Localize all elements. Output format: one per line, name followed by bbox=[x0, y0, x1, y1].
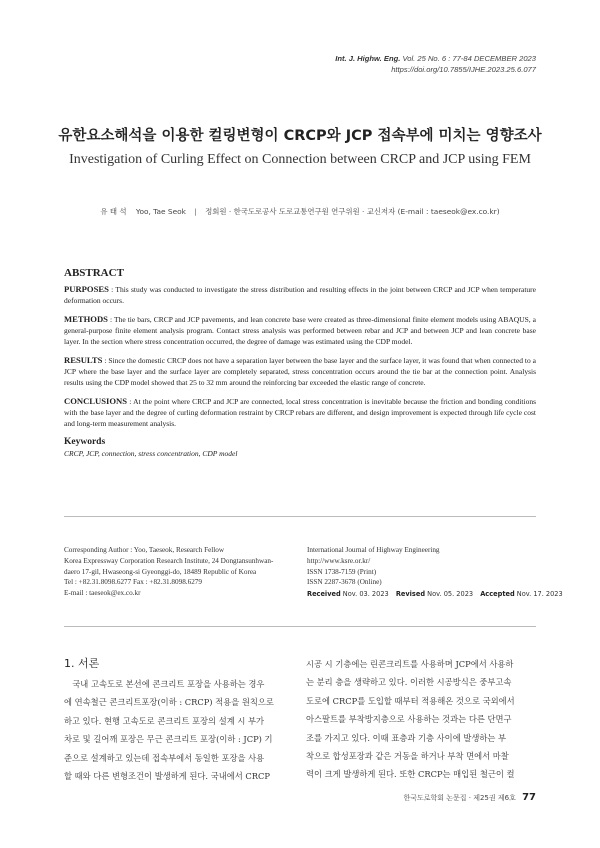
body-column-right bbox=[306, 655, 536, 784]
body-line: 착으로 합성포장과 같은 거동을 하거나 부착 면에서 마찰 bbox=[306, 751, 509, 762]
methods-label: METHODS bbox=[64, 314, 108, 324]
corr-line: Corresponding Author : Yoo, Taeseok, Research Fellow bbox=[64, 546, 225, 554]
jinfo-line: ISSN 1738-7159 (Print) bbox=[307, 567, 377, 576]
page-footer bbox=[403, 792, 536, 803]
title-english: Investigation of Curling Effect on Connection between CRCP and JCP using FEM bbox=[69, 152, 531, 167]
jinfo-line: International Journal of Highway Engineering bbox=[307, 546, 440, 554]
accepted-label: Accepted bbox=[480, 590, 515, 599]
corr-line: Korea Expressway Corporation Research Institute, 24 Dongtansunhwan- bbox=[64, 556, 274, 565]
keywords-text: CRCP, JCP, connection, stress concentration, CDP model bbox=[64, 449, 238, 458]
body-line: 할 때와 다른 변형조건이 발생하게 된다. 국내에서 CRCP bbox=[64, 771, 270, 782]
journal-volume: Vol. 25 No. 6 : 77-84 DECEMBER 2023 bbox=[402, 54, 536, 63]
conclusions-text: : At the point where CRCP and JCP are connected, local stress concentration is inevitable because the friction and bonding conditions with the base layer and the degree of curling deformation restraint by CRCP rebars are different, and design improvement is expected through life cycle cost and long-term measurement analysis. bbox=[64, 397, 536, 428]
divider bbox=[64, 516, 536, 517]
body-line: 도로에 CRCP를 도입할 때부터 적용해온 것으로 국외에서 bbox=[306, 695, 515, 706]
received-date: Nov. 03. 2023 bbox=[342, 590, 389, 599]
body-line: 아스팔트를 부착방지층으로 사용하는 것과는 다른 단면구 bbox=[306, 714, 512, 725]
purposes-label: PURPOSES bbox=[64, 284, 109, 294]
journal-url[interactable]: http://www.ksre.or.kr/ bbox=[307, 556, 371, 565]
body-line: 에 연속철근 콘크리트포장(이하 : CRCP) 적용을 원칙으로 bbox=[64, 697, 274, 708]
body-line: 력이 크게 발생하게 된다. 또한 CRCP는 매입된 철근이 컬 bbox=[306, 769, 515, 780]
author-separator: | bbox=[194, 207, 197, 216]
journal-name: Int. J. Highw. Eng. bbox=[335, 54, 401, 63]
body-line: 준으로 설계하고 있는데 접속부에서 동일한 포장을 사용 bbox=[64, 752, 265, 763]
author-line bbox=[0, 206, 600, 217]
body-line: 조를 가지고 있다. 이때 표층과 기층 사이에 발생하는 부 bbox=[306, 732, 507, 743]
footer-journal: 한국도로학회 논문집 · 제25권 제6호 bbox=[403, 794, 516, 802]
body-line: 하고 있다. 현행 고속도로 콘크리트 포장의 설계 시 부가 bbox=[64, 715, 265, 726]
body-line: 는 분리 층을 생략하고 있다. 이러한 시공방식은 중부고속 bbox=[306, 677, 512, 688]
accepted-date: Nov. 17. 2023 bbox=[516, 590, 563, 599]
conclusions-label: CONCLUSIONS bbox=[64, 396, 128, 406]
abstract-methods bbox=[64, 314, 536, 347]
divider bbox=[64, 626, 536, 627]
body-line: 국내 고속도로 본선에 콘크리트 포장을 사용하는 경우 bbox=[64, 679, 265, 689]
author-name-ko: 유 태 석 bbox=[100, 207, 127, 216]
received-label: Received bbox=[307, 590, 341, 599]
corresponding-author bbox=[64, 545, 296, 599]
abstract bbox=[64, 268, 536, 459]
section-heading: 1. 서론 bbox=[64, 657, 100, 670]
page-number: 77 bbox=[522, 792, 536, 803]
body-column-left bbox=[64, 675, 294, 785]
keywords-label: Keywords bbox=[64, 437, 106, 447]
results-text: : Since the domestic CRCP does not have a separation layer between the base layer and the surface layer, it was found that when connected to a JCP where the base layer and the surface layer are completely separated, stress concentration occurs around the tie bar at the connection point. Analysis results using the CDP model showed that 25 to 32 mm around the reinforcing bar exceeded the elastic range of concrete. bbox=[64, 356, 536, 387]
corr-line: daero 17-gil, Hwaseong-si Gyeonggi-do, 18489 Republic of Korea bbox=[64, 567, 257, 576]
corr-line: Tel : +82.31.8098.6277 Fax : +82.31.8098.6279 bbox=[64, 578, 202, 587]
body-line: 시공 시 기층에는 린콘크리트를 사용하며 JCP에서 사용하 bbox=[306, 659, 514, 669]
methods-text: : The tie bars, CRCP and JCP pavements, and lean concrete base were created as three-dimensional finite element models using ABAQUS, a general-purpose finite element analysis program. Contact stress analysis was performed between rebar and JCP and between JCP and lean concrete base layer. In the section where stress concentration occurred, the degree of damage was estimated using the CDP model. bbox=[64, 315, 536, 346]
jinfo-line: ISSN 2287-3678 (Online) bbox=[307, 578, 382, 587]
revised-date: Nov. 05. 2023 bbox=[427, 590, 474, 599]
corr-email: E-mail : taeseok@ex.co.kr bbox=[64, 589, 141, 598]
journal-info bbox=[307, 545, 563, 600]
purposes-text: : This study was conducted to investigate the stress distribution and resulting effects in the joint between CRCP and JCP when temperature deformation occurs. bbox=[64, 285, 536, 305]
article-dates bbox=[307, 589, 563, 600]
abstract-heading: ABSTRACT bbox=[64, 267, 124, 279]
author-affiliation: 정회원 · 한국도로공사 도로교통연구원 연구위원 · 교신저자 (E-mail : taeseok@ex.co.kr) bbox=[205, 207, 500, 216]
revised-label: Revised bbox=[395, 590, 426, 599]
body-line: 차로 및 길어깨 포장은 무근 콘크리트 포장(이하 : JCP) 기 bbox=[64, 734, 273, 745]
abstract-purposes bbox=[64, 284, 536, 306]
results-label: RESULTS bbox=[64, 355, 103, 365]
abstract-results bbox=[64, 355, 536, 388]
journal-citation bbox=[335, 53, 536, 64]
journal-header bbox=[335, 53, 536, 75]
doi-link[interactable]: https://doi.org/10.7855/IJHE.2023.25.6.077 bbox=[391, 65, 536, 74]
abstract-conclusions bbox=[64, 396, 536, 429]
author-name-en: Yoo, Tae Seok bbox=[135, 207, 186, 216]
title-korean: 유한요소해석을 이용한 컬링변형이 CRCP와 JCP 접속부에 미치는 영향조사 bbox=[58, 128, 542, 144]
